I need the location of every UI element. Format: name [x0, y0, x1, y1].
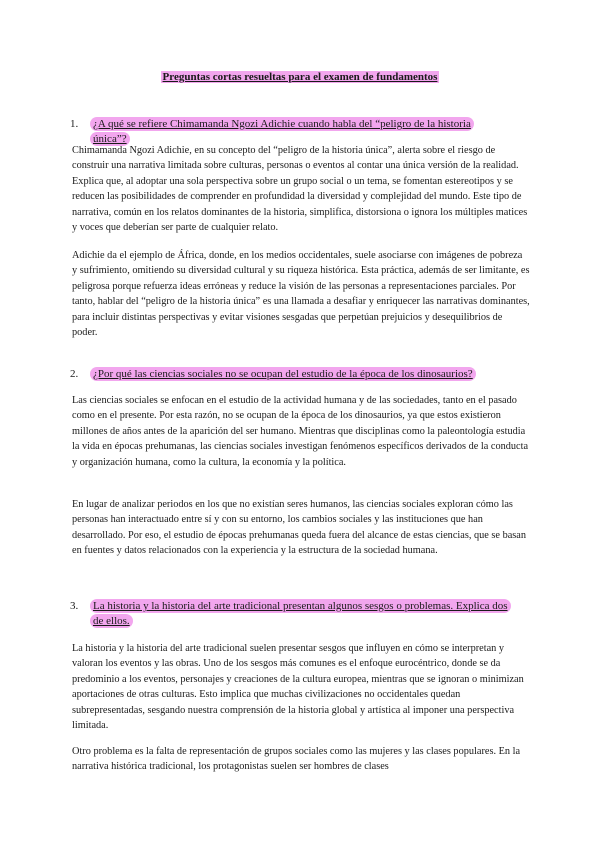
question-1-text: ¿A qué se refiere Chimamanda Ngozi Adichie cuando habla del “peligro de la historia única”?: [90, 117, 474, 146]
document-title: [0, 70, 600, 84]
question-3-number: 3.: [70, 600, 79, 612]
answer-3-paragraph-1: La historia y la historia del arte tradicional suelen presentar sesgos que influyen en cómo se interpretan y valoran los eventos y las obras. Uno de los sesgos más comunes es el enfoque eurocéntrico, donde se da predominio a los eventos, personajes y creaciones de la cultura europea, mientras que se ignoran o minimizan aportaciones de otras culturas. Esto implica que muchas civilizaciones no occidentales quedan subrepresentadas, sesgando nuestra comprensión de la historia global y artística al imponer una perspectiva limitada.: [72, 643, 524, 732]
question-2: [70, 367, 510, 382]
answer-1-paragraph-1: Chimamanda Ngozi Adichie, en su concepto del “peligro de la historia única”, alerta sobre el riesgo de construir una narrativa limitada sobre culturas, personas o eventos al contar una única versión de la realidad. Explica que, al adoptar una sola perspectiva sobre un grupo social o un tema, se fomentan estereotipos y se reducen las posibilidades de comprender en profundidad la diversidad y complejidad del mundo. Este tipo de narrativa, común en los relatos dominantes de la historia, simplifica, distorsiona o ignora los múltiples matices y voces que deberían ser parte de cualquier relato.: [72, 145, 528, 234]
question-3-text: La historia y la historia del arte tradicional presentan algunos sesgos o problemas. Explica dos de ellos.: [90, 599, 511, 628]
answer-2-paragraph-2: En lugar de analizar periodos en los que no existían seres humanos, las ciencias sociales exploran cómo las personas han interactuado entre sí y con su entorno, los cambios sociales y las instituciones que han desarrollado. Por eso, el estudio de épocas prehumanas queda fuera del alcance de estas ciencias, que se basan en fuentes y datos relacionados con la experiencia y la estructura de la sociedad humana.: [72, 499, 527, 557]
question-1-number: 1.: [70, 118, 79, 130]
answer-2-paragraph-1: Las ciencias sociales se enfocan en el estudio de la actividad humana y de las sociedades, tanto en el pasado como en el presente. Por esta razón, no se ocupan de la época de los dinosaurios, ya que estos existieron millones de años antes de la aparición del ser humano. Mientras que disciplinas como la paleontología estudia la vida en épocas prehumanas, las ciencias sociales investigan fenómenos específicos derivados de la conducta y organización humana, como la cultura, la economía y la política.: [72, 395, 529, 468]
question-2-text: ¿Por qué las ciencias sociales no se ocupan del estudio de la época de los dinosaurios?: [90, 367, 476, 381]
question-3: [70, 599, 508, 629]
question-2-number: 2.: [70, 368, 79, 380]
document-title-text: Preguntas cortas resueltas para el examen de fundamentos: [162, 71, 438, 83]
answer-1-paragraph-2: Adichie da el ejemplo de África, donde, en los medios occidentales, suele asociarse con imágenes de pobreza y sufrimiento, omitiendo su diversidad cultural y su riqueza histórica. Esta práctica, además de ser limitante, es peligrosa porque refuerza ideas erróneas y reduce la visión de las personas a representaciones parciales. Por tanto, hablar del “peligro de la historia única” es una llamada a desafiar y enriquecer las narrativas dominantes, para incluir distintas perspectivas y evitar visiones sesgadas que perpetúan prejuicios y desequilibrios de poder.: [72, 250, 530, 339]
answer-3-paragraph-2: Otro problema es la falta de representación de grupos sociales como las mujeres y las clases populares. En la narrativa histórica tradicional, los protagonistas suelen ser hombres de clases: [72, 746, 521, 773]
